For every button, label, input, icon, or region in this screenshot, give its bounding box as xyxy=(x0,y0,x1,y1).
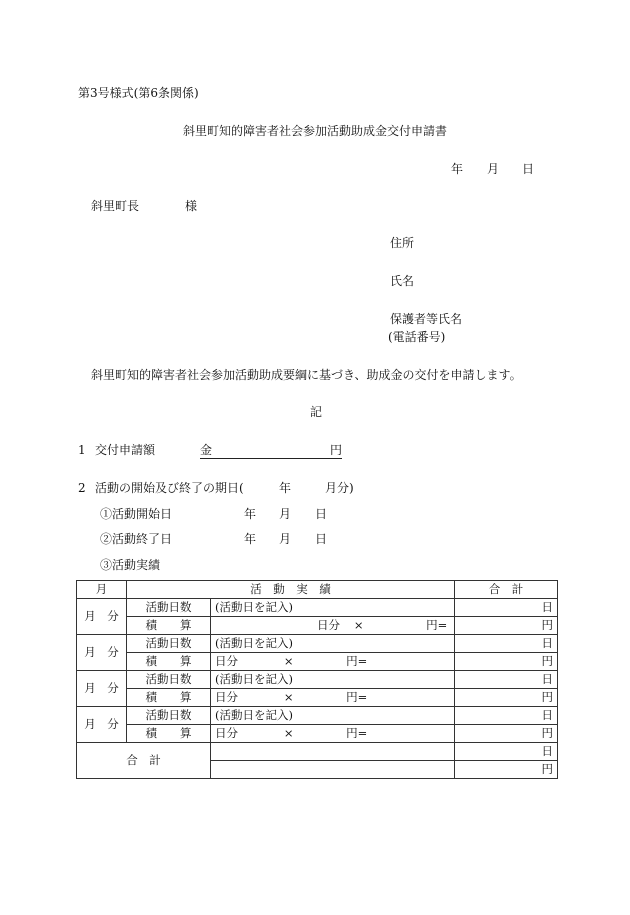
date-month: 月 xyxy=(487,162,500,176)
days-input[interactable]: (活動日を記入) xyxy=(211,635,455,653)
table-row xyxy=(77,707,558,725)
days-label: 活動日数 xyxy=(127,635,211,653)
start-date-label: ①活動開始日 xyxy=(100,507,173,521)
document-title: 斜里町知的障害者社会参加活動助成金交付申請書 xyxy=(182,124,447,138)
total-yen[interactable]: 円 xyxy=(455,761,558,779)
end-date-label: ②活動終了日 xyxy=(100,532,173,546)
table-row xyxy=(77,635,558,653)
body-text: 斜里町知的障害者社会参加活動助成要綱に基づき、助成金の交付を申請します。 xyxy=(91,368,522,382)
table-row xyxy=(77,599,558,617)
item1-label: 交付申請額 xyxy=(95,443,156,457)
activity-table xyxy=(76,580,558,779)
month-cell[interactable]: 月 分 xyxy=(77,707,127,743)
date-year: 年 xyxy=(451,162,464,176)
total-label: 合 計 xyxy=(77,743,211,779)
calc-label: 積 算 xyxy=(127,725,211,743)
total-days-input[interactable] xyxy=(211,743,455,761)
month-cell[interactable]: 月 分 xyxy=(77,635,127,671)
end-year: 年 xyxy=(244,532,257,546)
header-month: 月 xyxy=(77,581,127,599)
yen-label: 円 xyxy=(329,443,342,457)
guardian-label: 保護者等氏名 xyxy=(390,312,463,326)
yen-total[interactable]: 円 xyxy=(455,689,558,707)
form-number: 第3号様式(第6条関係) xyxy=(78,86,199,100)
item2-label: 活動の開始及び終了の期日( xyxy=(95,481,244,495)
calc-label: 積 算 xyxy=(127,689,211,707)
yen-total[interactable]: 円 xyxy=(455,617,558,635)
header-results: 活 動 実 績 xyxy=(127,581,455,599)
item2-number: 2 xyxy=(78,481,86,495)
table-row xyxy=(77,689,558,707)
results-label: ③活動実績 xyxy=(100,558,161,572)
amount-field[interactable] xyxy=(200,443,342,459)
end-month: 月 xyxy=(279,532,292,546)
calc-label: 積 算 xyxy=(127,617,211,635)
table-row xyxy=(77,617,558,635)
item2-month: 月分) xyxy=(325,481,354,495)
addressee-name: 斜里町長 xyxy=(91,199,140,213)
days-total[interactable]: 日 xyxy=(455,599,558,617)
header-total: 合 計 xyxy=(455,581,558,599)
total-row xyxy=(77,743,558,761)
date-day: 日 xyxy=(522,162,535,176)
addressee-honorific: 様 xyxy=(185,199,198,213)
end-day: 日 xyxy=(315,532,328,546)
days-label: 活動日数 xyxy=(127,707,211,725)
total-days[interactable]: 日 xyxy=(455,743,558,761)
calc-label: 積 算 xyxy=(127,653,211,671)
calc-input[interactable]: 日分 × 円= xyxy=(211,653,455,671)
start-day: 日 xyxy=(315,507,328,521)
start-year: 年 xyxy=(244,507,257,521)
days-total[interactable]: 日 xyxy=(455,635,558,653)
days-label: 活動日数 xyxy=(127,671,211,689)
ki-heading: 記 xyxy=(310,405,323,419)
table-row xyxy=(77,653,558,671)
item2-year: 年 xyxy=(279,481,292,495)
total-yen-input[interactable] xyxy=(211,761,455,779)
table-row xyxy=(77,671,558,689)
month-cell[interactable]: 月 分 xyxy=(77,671,127,707)
days-total[interactable]: 日 xyxy=(455,671,558,689)
item1-number: 1 xyxy=(78,443,86,457)
phone-label: (電話番号) xyxy=(388,330,446,344)
table-row xyxy=(77,725,558,743)
calc-input[interactable]: 日分 × 円= xyxy=(211,725,455,743)
days-input[interactable]: (活動日を記入) xyxy=(211,671,455,689)
table-header-row xyxy=(77,581,558,599)
calc-input[interactable]: 日分 × 円= xyxy=(211,689,455,707)
days-label: 活動日数 xyxy=(127,599,211,617)
month-cell[interactable]: 月 分 xyxy=(77,599,127,635)
name-label: 氏名 xyxy=(390,274,415,288)
days-input[interactable]: (活動日を記入) xyxy=(211,707,455,725)
kin-label: 金 xyxy=(200,443,213,457)
yen-total[interactable]: 円 xyxy=(455,725,558,743)
yen-total[interactable]: 円 xyxy=(455,653,558,671)
start-month: 月 xyxy=(279,507,292,521)
calc-input[interactable]: 日分 × 円= xyxy=(211,617,455,635)
days-input[interactable]: (活動日を記入) xyxy=(211,599,455,617)
address-label: 住所 xyxy=(390,236,415,250)
days-total[interactable]: 日 xyxy=(455,707,558,725)
